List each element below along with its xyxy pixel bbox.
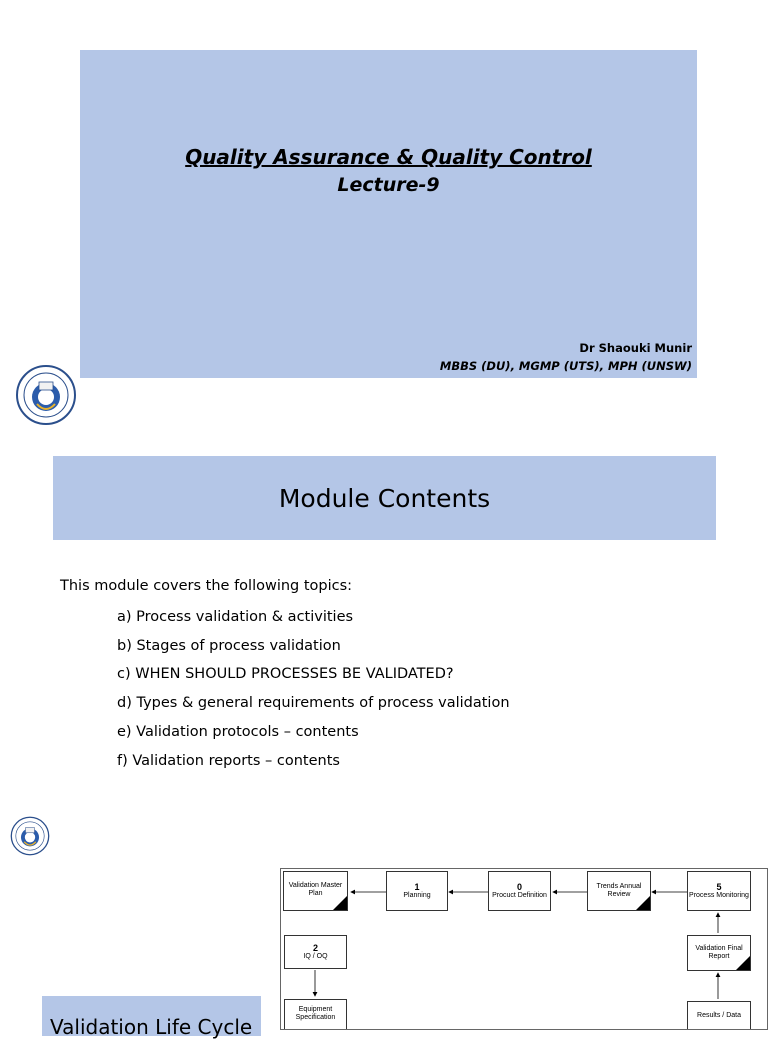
corner-marker [736, 956, 750, 970]
module-contents-header: Module Contents [53, 456, 716, 540]
topic-item: d) Types & general requirements of process validation [117, 695, 510, 711]
author-credentials: MBBS (DU), MGMP (UTS), MPH (UNSW) [439, 359, 692, 373]
topic-item: e) Validation protocols – contents [117, 724, 359, 740]
diagram-box-iqoq [284, 935, 347, 969]
topic-item: c) WHEN SHOULD PROCESSES BE VALIDATED? [117, 666, 454, 682]
university-seal-logo-small [10, 816, 50, 856]
diagram-box-planning [386, 871, 448, 911]
diagram-box-number: 5 [716, 881, 722, 892]
diagram-box-number: 1 [414, 881, 420, 892]
title-slide-background [80, 50, 697, 378]
validation-life-cycle-diagram [280, 868, 768, 1030]
diagram-box-label: Validation Final Report [695, 944, 743, 960]
diagram-box-label: IQ / OQ [303, 953, 328, 961]
corner-marker [333, 896, 347, 910]
corner-marker [636, 896, 650, 910]
topic-item: b) Stages of process validation [117, 638, 341, 654]
author-name: Dr Shaouki Munir [579, 341, 692, 355]
diagram-box-results [687, 1001, 751, 1030]
slide-title: Quality Assurance & Quality Control [185, 145, 592, 169]
diagram-box-number: 0 [516, 881, 522, 892]
university-seal-logo [15, 364, 77, 426]
diagram-box-label: Process Monitoring [689, 892, 749, 900]
diagram-box-label: Results / Data [697, 1012, 741, 1019]
diagram-box-label: Equipment Specification [295, 1006, 336, 1022]
diagram-box-equipment [284, 999, 347, 1030]
diagram-box-vmp [283, 871, 348, 911]
diagram-box-label: Trends Annual Review [596, 882, 642, 898]
validation-life-cycle-title: Validation Life Cycle [50, 1015, 253, 1039]
diagram-box-product [488, 871, 551, 911]
diagram-box-monitoring [687, 871, 751, 911]
diagram-box-final-report [687, 935, 751, 971]
diagram-box-label: Planning [403, 892, 431, 900]
slide-subtitle: Lecture-9 [337, 174, 440, 196]
topic-item: f) Validation reports – contents [117, 753, 340, 769]
module-intro-text: This module covers the following topics: [60, 578, 353, 594]
diagram-box-label: Procuct Definition [492, 892, 547, 900]
diagram-box-number: 2 [312, 942, 318, 953]
topic-item: a) Process validation & activities [117, 609, 354, 625]
diagram-box-label: Validation Master Plan [288, 882, 343, 898]
diagram-box-trends [587, 871, 651, 911]
